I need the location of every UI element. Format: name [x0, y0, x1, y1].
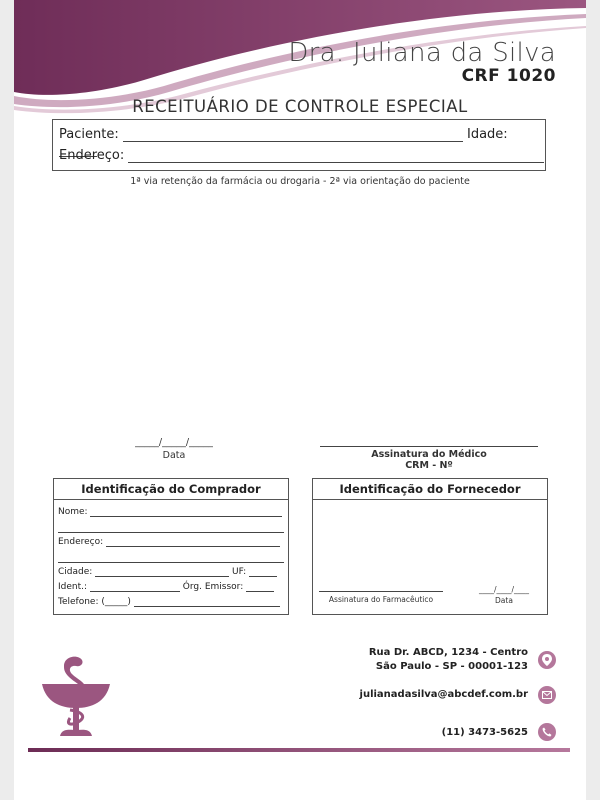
- patient-field[interactable]: [123, 129, 463, 142]
- buyer-phone-field[interactable]: [134, 597, 280, 607]
- buyer-city-field[interactable]: [95, 567, 229, 577]
- caduceus-logo-icon: [40, 652, 112, 738]
- location-pin-icon: [538, 651, 556, 669]
- supplier-date-label: Data: [495, 596, 513, 605]
- date-label: Data: [162, 450, 186, 461]
- age-label: Idade:: [466, 127, 508, 142]
- buyer-ident-row: [58, 582, 274, 592]
- doctor-signature: [320, 437, 538, 471]
- patient-label: Paciente:: [59, 127, 119, 142]
- buyer-address-label: Endereço:: [58, 537, 104, 547]
- crm-label: CRM - Nº: [405, 460, 453, 471]
- supplier-title: Identificação do Fornecedor: [313, 479, 547, 500]
- buyer-issuer-field[interactable]: [246, 582, 274, 592]
- address-line1: Rua Dr. ABCD, 1234 - Centro: [368, 647, 528, 658]
- form-title: RECEITUÁRIO DE CONTROLE ESPECIAL: [132, 97, 468, 116]
- supplier-box: [312, 478, 548, 615]
- doctor-signature-line[interactable]: [320, 437, 538, 447]
- email-icon: [538, 686, 556, 704]
- buyer-phone-row: [58, 597, 280, 607]
- prescription-page: [14, 0, 586, 800]
- buyer-name-field[interactable]: [90, 507, 282, 517]
- buyer-name-extra-row: [58, 523, 284, 533]
- buyer-city-label: Cidade:: [58, 567, 93, 577]
- patient-info-box: [52, 119, 546, 171]
- doctor-name: Dra. Juliana da Silva: [288, 38, 556, 68]
- buyer-address-field[interactable]: [106, 537, 280, 547]
- buyer-name-label: Nome:: [58, 507, 88, 517]
- buyer-issuer-label: Órg. Emissor:: [182, 582, 244, 592]
- prescription-date: [114, 437, 234, 461]
- buyer-ident-field[interactable]: [90, 582, 180, 592]
- date-field[interactable]: _____/_____/_____: [135, 437, 213, 448]
- phone-icon: [538, 723, 556, 741]
- contact-email: julianadasilva@abcdef.com.br: [359, 689, 528, 700]
- address-label: Endereço:: [59, 148, 125, 163]
- address-row: [59, 148, 544, 163]
- buyer-address-extra-field[interactable]: [58, 553, 284, 563]
- doctor-signature-label: Assinatura do Médico: [371, 449, 487, 460]
- pharmacist-signature: [319, 587, 443, 604]
- buyer-uf-label: UF:: [232, 567, 247, 577]
- contact-address: [369, 646, 528, 674]
- buyer-address-row: [58, 537, 280, 547]
- pharmacist-signature-line[interactable]: [319, 587, 443, 592]
- buyer-phone-label: Telefone: (_____): [58, 597, 131, 607]
- footer-bar: [28, 748, 570, 752]
- buyer-address-extra-row: [58, 553, 284, 563]
- address-line2: São Paulo - SP - 00001-123: [375, 661, 528, 672]
- supplier-date-field[interactable]: ____/____/____: [478, 585, 530, 594]
- supplier-date: [465, 585, 543, 605]
- contact-phone: (11) 3473-5625: [441, 727, 528, 738]
- pharmacist-signature-label: Assinatura do Farmacêutico: [328, 595, 434, 604]
- buyer-name-row: [58, 507, 282, 517]
- doctor-crf: CRF 1020: [461, 66, 556, 86]
- buyer-ident-label: Ident.:: [58, 582, 88, 592]
- address-field[interactable]: [128, 150, 544, 163]
- buyer-city-row: [58, 567, 277, 577]
- buyer-box: [53, 478, 289, 615]
- buyer-uf-field[interactable]: [249, 567, 277, 577]
- buyer-name-extra-field[interactable]: [58, 523, 284, 533]
- via-note: 1ª via retenção da farmácia ou drogaria - 2ª via orientação do paciente: [130, 176, 470, 187]
- buyer-title: Identificação do Comprador: [54, 479, 288, 500]
